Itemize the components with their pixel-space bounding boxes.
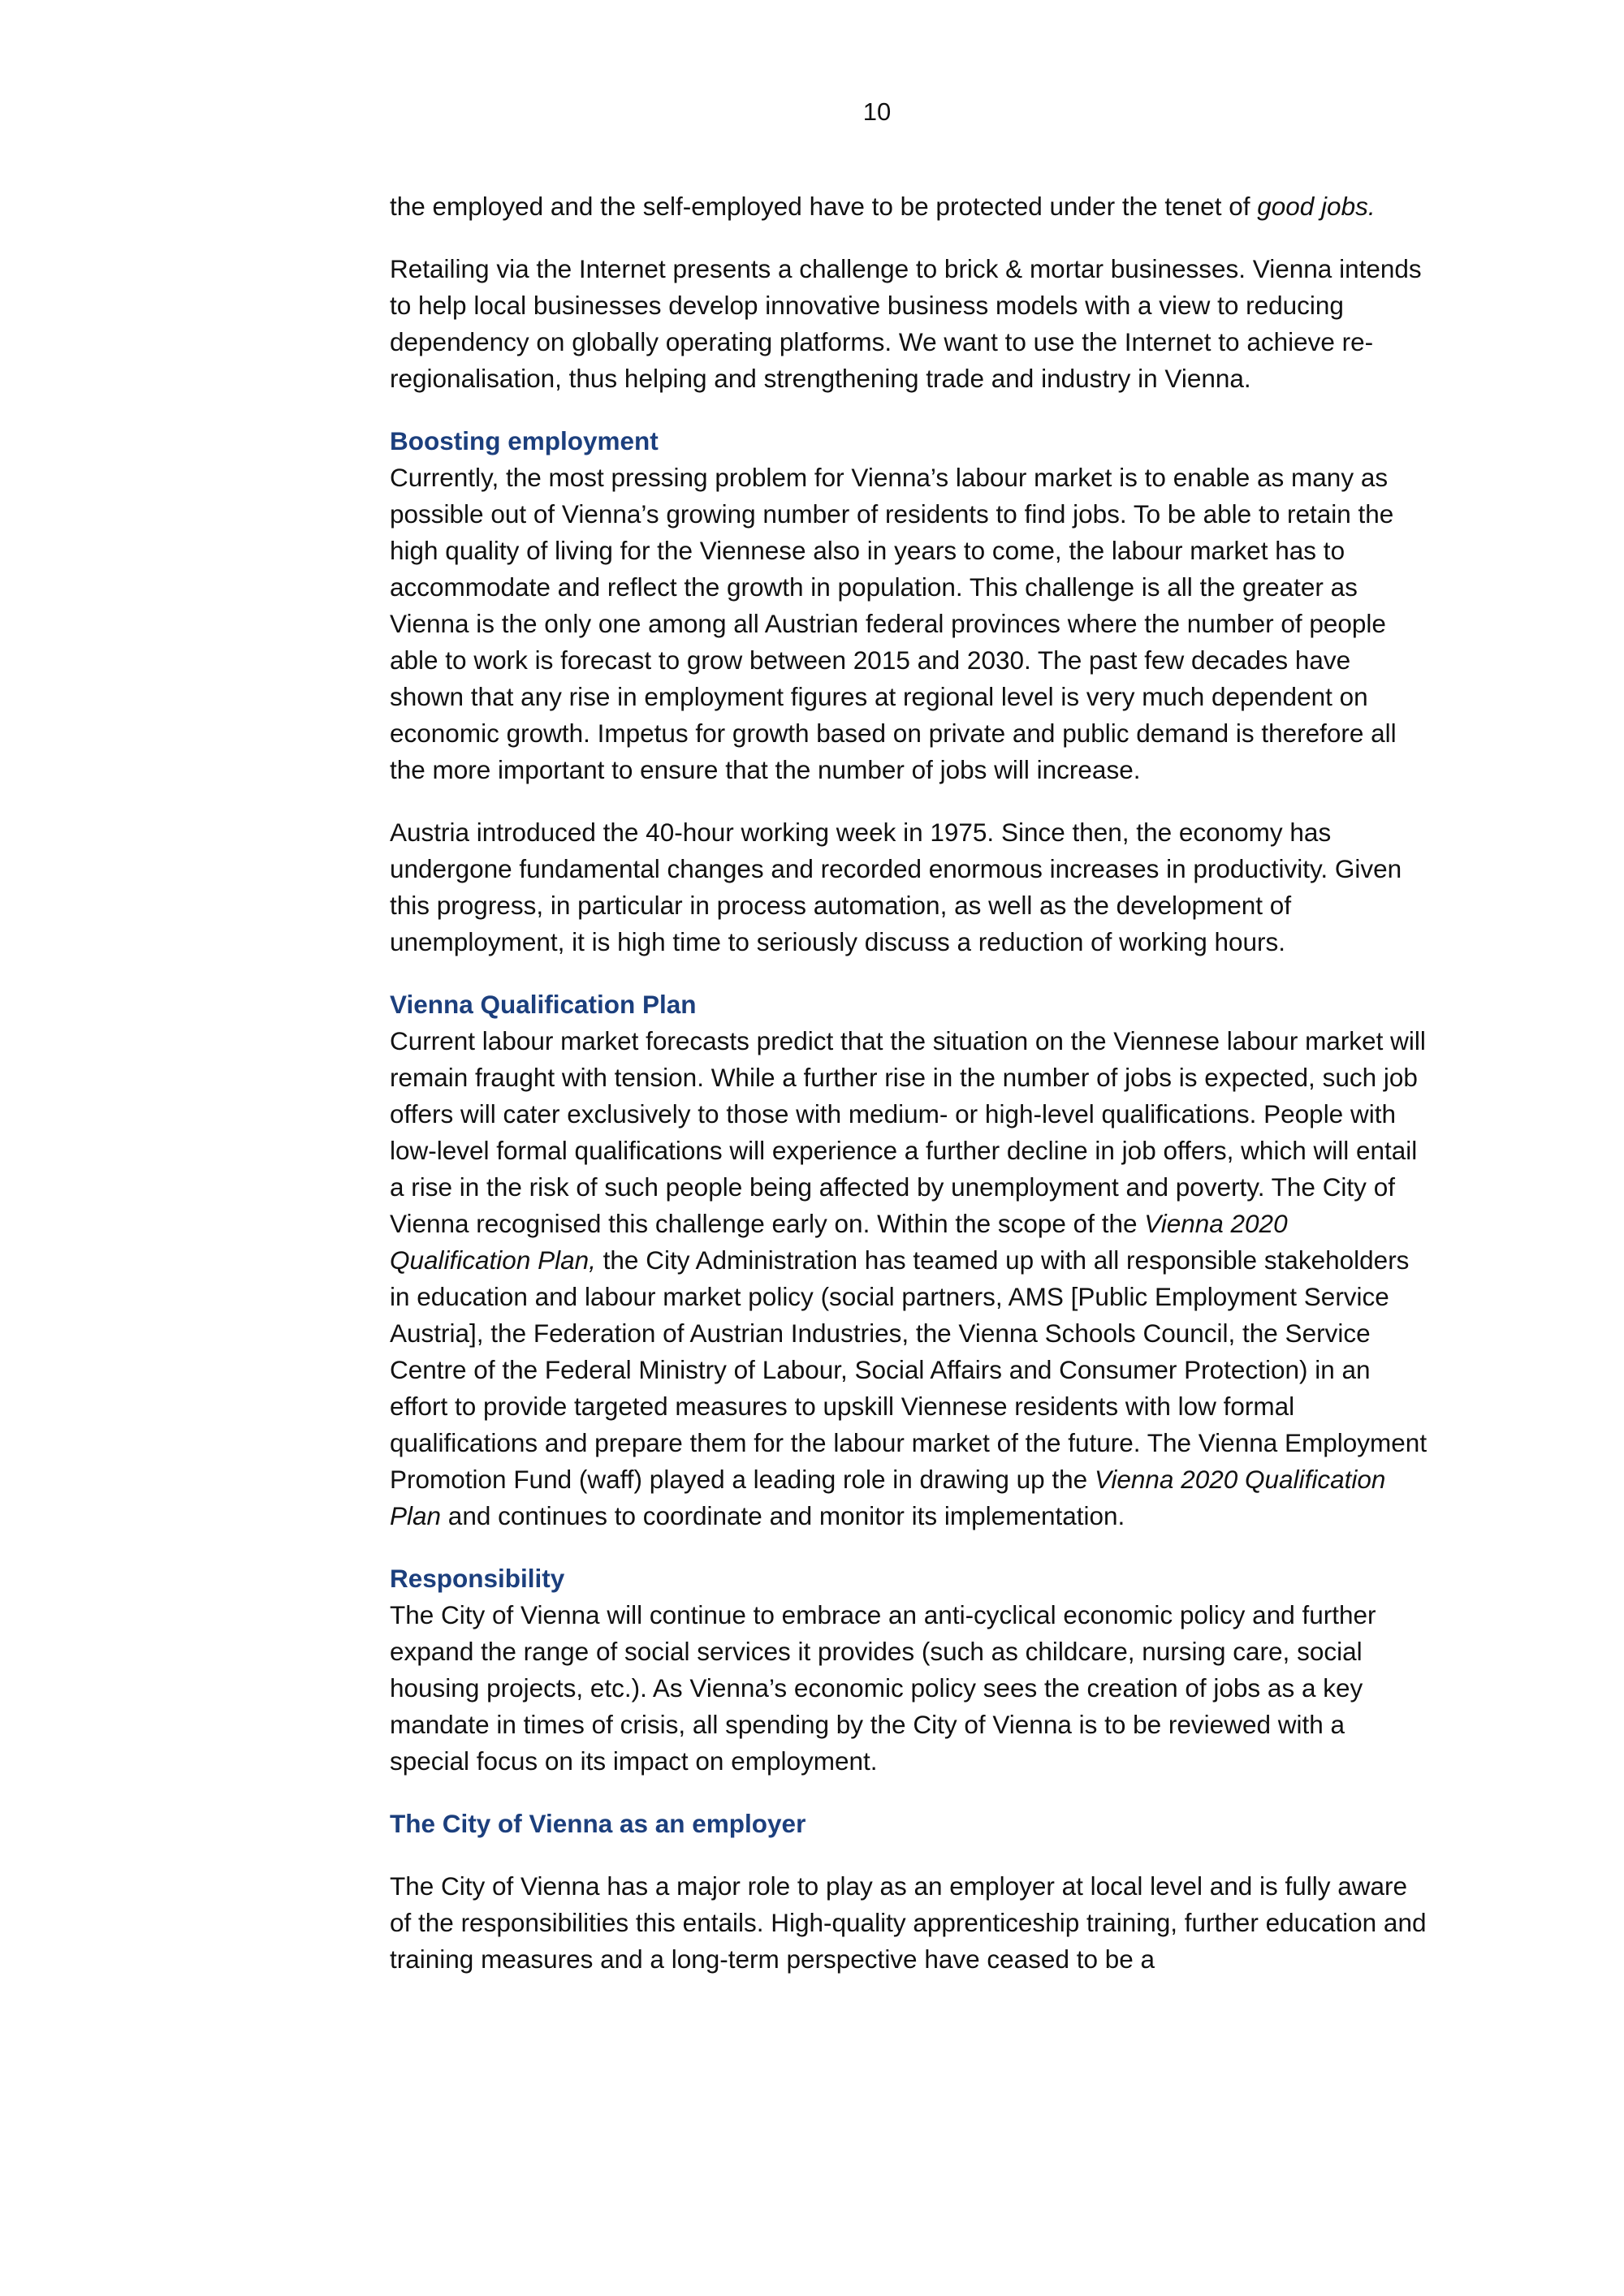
responsibility-paragraph: The City of Vienna will continue to embrace an anti-cyclical economic policy and further expand the range of social services it provides (such as childcare, nursing care, social housing projects, etc.). As Vienna’s economic policy sees the creation of jobs as a key mandate in times of crisis, all spending by the City of Vienna is to be reviewed with a special focus on its impact on employment. xyxy=(390,1600,1376,1776)
intro-paragraph-2: Retailing via the Internet presents a challenge to brick & mortar businesses. Vienna intends to help local businesses develop innovative business models with a view to reducing dependency on globally operating platforms. We want to use the Internet to achieve re-regionalisation, thus helping and strengthening trade and industry in Vienna. xyxy=(390,254,1422,393)
heading-city-employer: The City of Vienna as an employer xyxy=(390,1809,806,1838)
heading-responsibility: Responsibility xyxy=(390,1564,565,1593)
qualification-paragraph xyxy=(390,1023,1429,1534)
qualification-text-2: the City Administration has teamed up with all responsible stakeholders in education and labour market policy (social partners, AMS [Public Employment Service Austria], the Federation of Austrian Industries, the Vienna Schools Council, the Service Centre of the Federal Ministry of Labour, Social Affairs and Consumer Protection) in an effort to provide targeted measures to upskill Viennese residents with low formal qualifications and prepare them for the labour market of the future. The Vienna Employment Promotion Fund (waff) played a leading role in drawing up the xyxy=(390,1245,1427,1494)
intro-paragraph-1-italic: good jobs. xyxy=(1257,192,1376,221)
qualification-text-3: and continues to coordinate and monitor its implementation. xyxy=(441,1501,1125,1530)
qualification-italic-2: Vienna 2020 Qualification Plan xyxy=(390,1465,1386,1530)
intro-paragraph-1 xyxy=(390,188,1429,225)
boosting-paragraph-2: Austria introduced the 40-hour working week in 1975. Since then, the economy has undergone fundamental changes and recorded enormous increases in productivity. Given this progress, in particular in process automation, as well as the development of unemployment, it is high time to seriously discuss a reduction of working hours. xyxy=(390,818,1402,956)
qualification-italic-1: Vienna 2020 Qualification Plan, xyxy=(390,1209,1288,1275)
qualification-text-1: Current labour market forecasts predict that the situation on the Viennese labour market will remain fraught with tension. While a further rise in the number of jobs is expected, such job offers will cater exclusively to those with medium- or high-level qualifications. People with low-level formal qualifications will experience a further decline in job offers, which will entail a rise in the risk of such people being affected by unemployment and poverty. The City of Vienna recognised this challenge early on. Within the scope of the xyxy=(390,1026,1426,1238)
document-body xyxy=(390,188,1429,2004)
heading-boosting-employment: Boosting employment xyxy=(390,426,659,455)
intro-paragraph-1-text: the employed and the self-employed have to be protected under the tenet of xyxy=(390,192,1258,221)
heading-qualification-plan: Vienna Qualification Plan xyxy=(390,990,697,1019)
page-number: 10 xyxy=(862,97,892,126)
boosting-paragraph-1: Currently, the most pressing problem for Vienna’s labour market is to enable as many as possible out of Vienna’s growing number of residents to find jobs. To be able to retain the high quality of living for the Viennese also in years to come, the labour market has to accommodate and reflect the growth in population. This challenge is all the greater as Vienna is the only one among all Austrian federal provinces where the number of people able to work is forecast to grow between 2015 and 2030. The past few decades have shown that any rise in employment figures at regional level is very much dependent on economic growth. Impetus for growth based on private and public demand is therefore all the more important to ensure that the number of jobs will increase. xyxy=(390,463,1397,784)
employer-paragraph: The City of Vienna has a major role to play as an employer at local level and is fully aware of the responsibilities this entails. High-quality apprenticeship training, further education and training measures and a long-term perspective have ceased to be a xyxy=(390,1871,1427,1974)
